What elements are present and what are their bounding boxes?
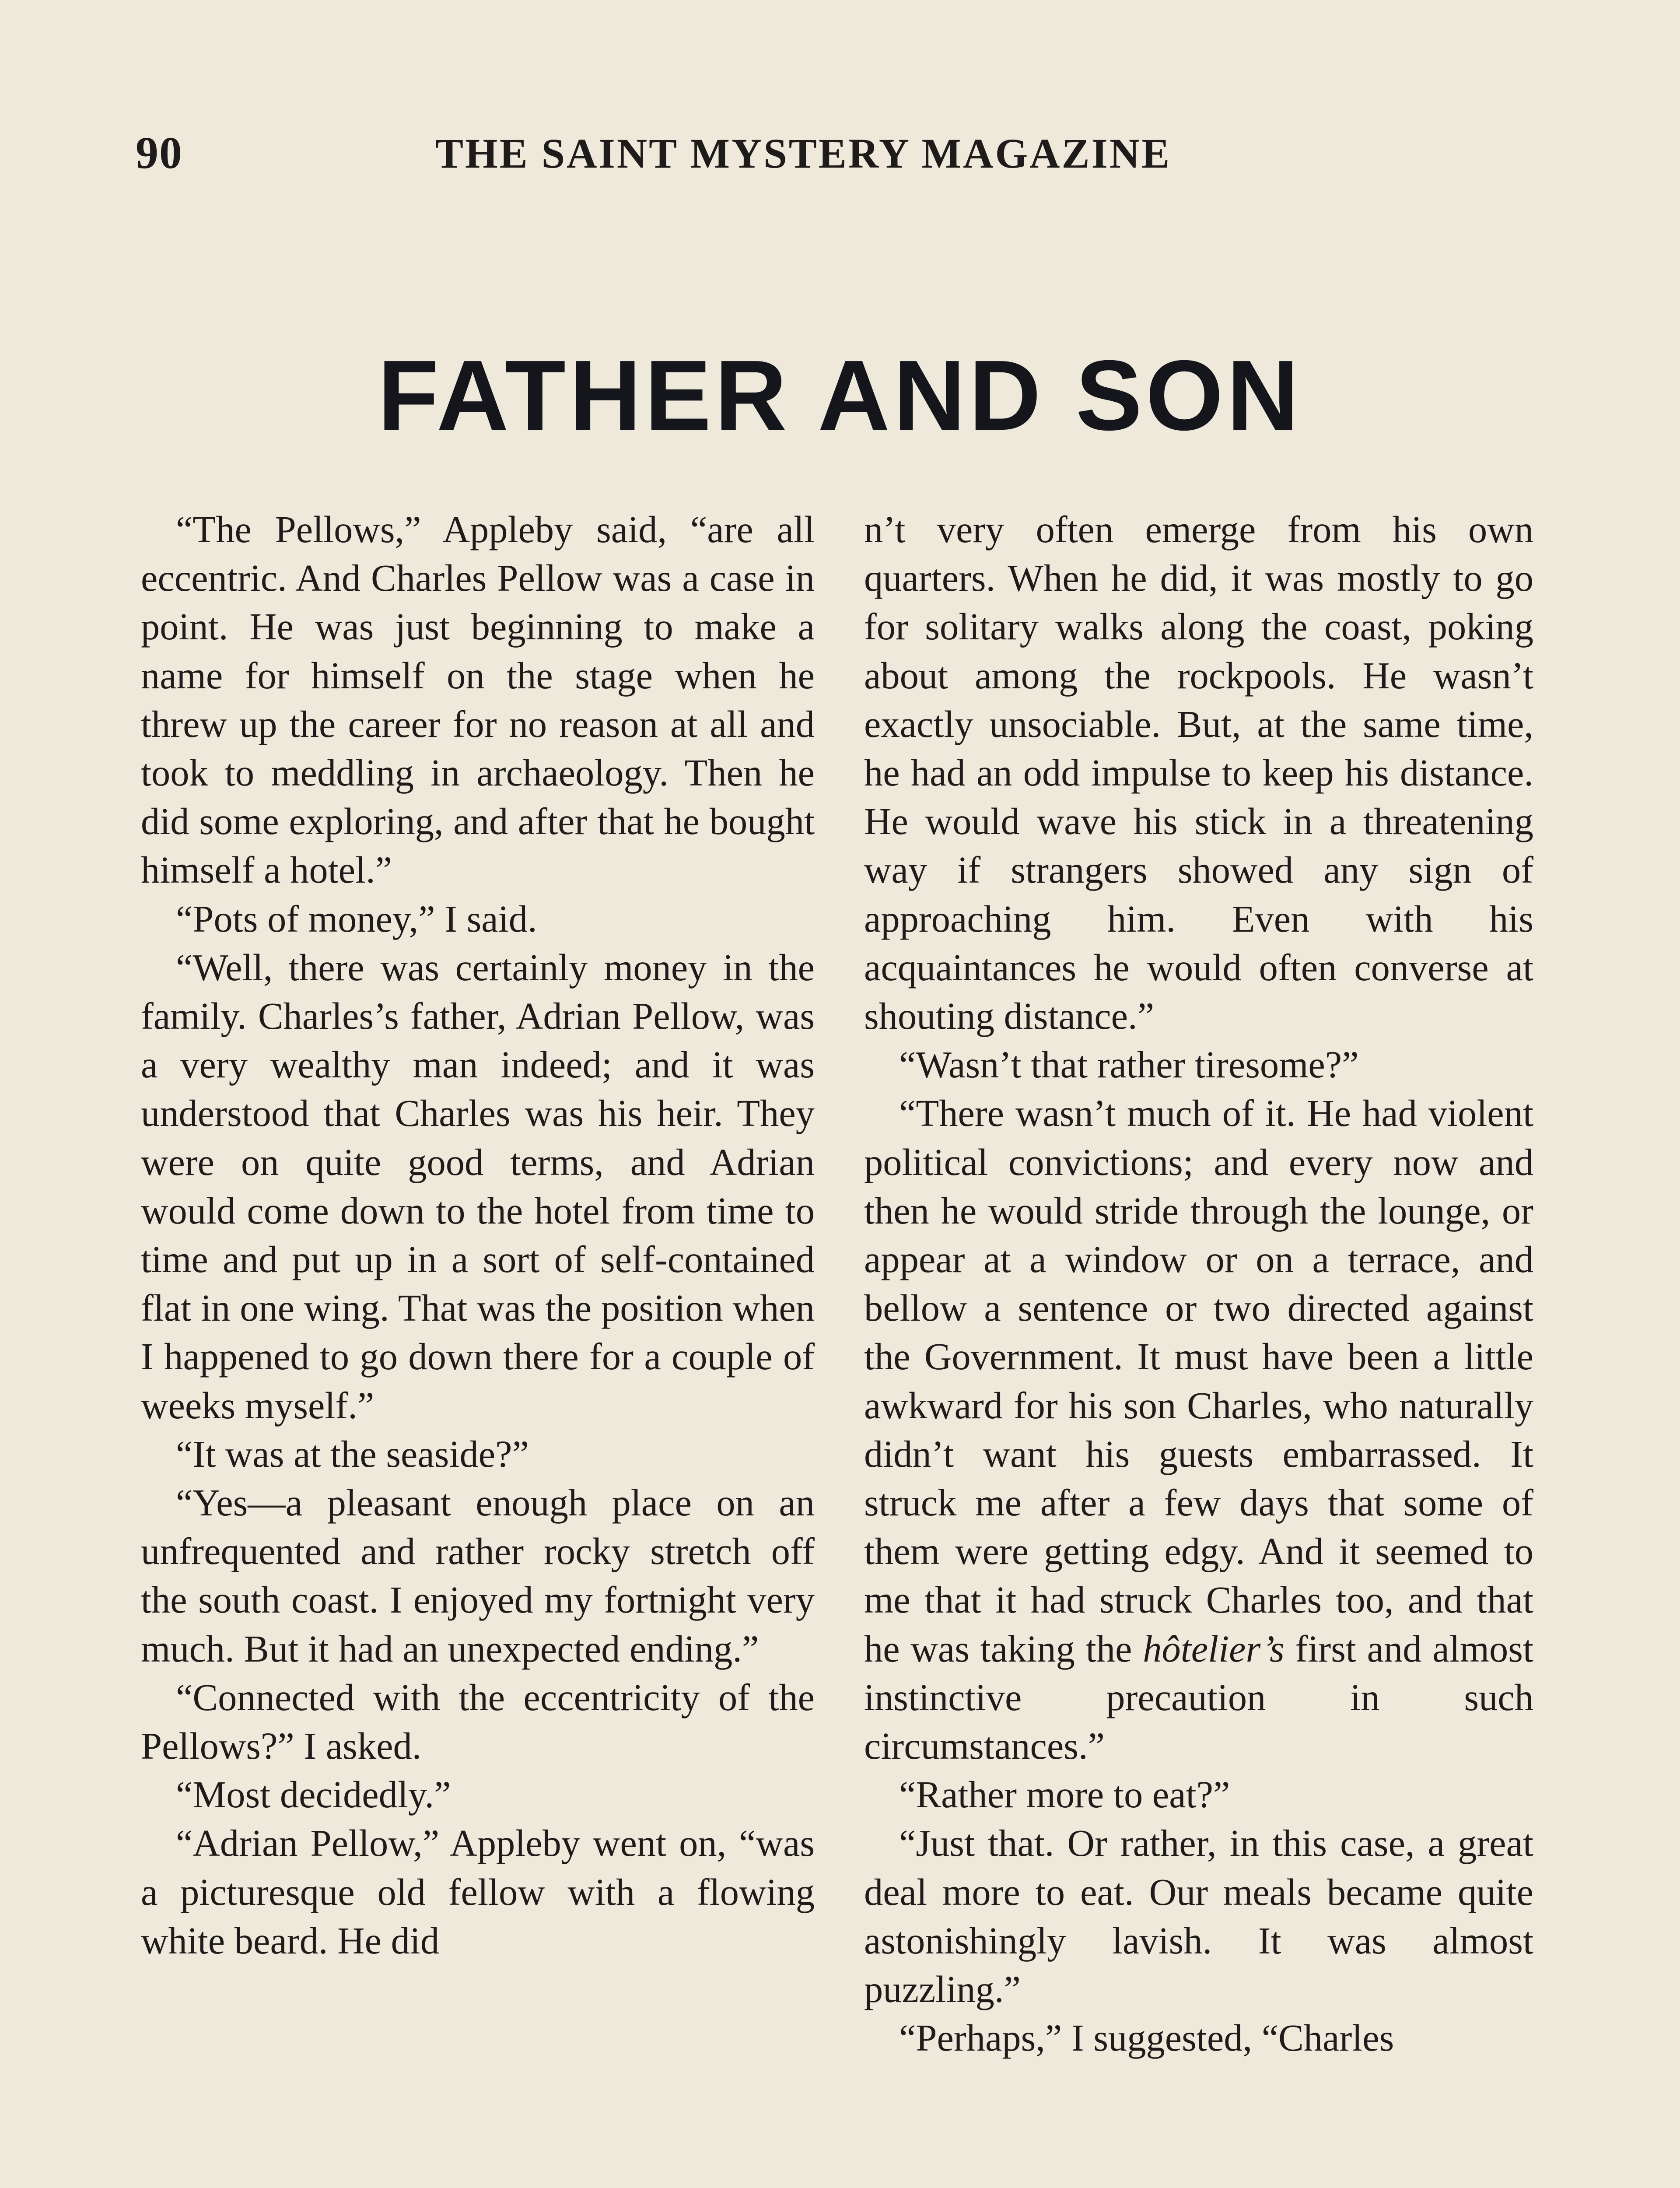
paragraph: “Most decidedly.” bbox=[176, 1774, 451, 1816]
paragraph: “Connected with the eccentricity of the Pellows?” I asked. bbox=[141, 1676, 815, 1767]
left-column bbox=[141, 505, 815, 1965]
paragraph: n’t very often emerge from his own quarters. When he did, it was mostly to go for solitary walks along the coast, poking about among the rockpools. He wasn’t exactly unsociable. But, at the same time, he had an odd impulse to keep his distance. He would wave his stick in a threatening way if strangers showed any sign of approaching him. Even with his acquaintances he would often converse at shouting distance.” bbox=[864, 508, 1533, 1038]
paragraph: “Adrian Pellow,” Appleby went on, “was a picturesque old fellow with a flowing white beard. He did bbox=[141, 1822, 815, 1962]
story-title: FATHER AND SON bbox=[378, 340, 1302, 451]
paragraph: “The Pellows,” Appleby said, “are all eccentric. And Charles Pellow was a case in point. He was just beginning to make a name for himself on the stage when he threw up the career for no reason at all and took to meddling in archaeology. Then he did some exploring, and after that he bought himself a hotel.” bbox=[141, 508, 815, 891]
paragraph bbox=[864, 1089, 1533, 1771]
running-head: THE SAINT MYSTERY MAGAZINE bbox=[435, 130, 1172, 177]
page-number: 90 bbox=[136, 128, 183, 178]
paragraph: “Yes—a pleasant enough place on an unfrequented and rather rocky stretch off the south coast. I enjoyed my fortnight very much. But it had an unexpected ending.” bbox=[141, 1482, 815, 1670]
italic-word: hôtelier’s bbox=[1143, 1627, 1284, 1670]
paragraph: “Just that. Or rather, in this case, a great deal more to eat. Our meals became quite astonishingly lavish. It was almost puzzling.” bbox=[864, 1822, 1533, 2011]
paragraph: “Wasn’t that rather tiresome?” bbox=[899, 1044, 1359, 1086]
paragraph: “Well, there was certainly money in the family. Charles’s father, Adrian Pellow, was a very wealthy man indeed; and it was understood that Charles was his heir. They were on quite good terms, and Adrian would come down to the hotel from time to time and put up in a sort of self-contained flat in one wing. That was the position when I happened to go down there for a couple of weeks myself.” bbox=[141, 946, 815, 1427]
paragraph-text: first and almost instinctive precaution in such circumstances.” bbox=[864, 1627, 1533, 1767]
paragraph: “It was at the seaside?” bbox=[176, 1433, 529, 1475]
paragraph-text: “There wasn’t much of it. He had violent political convictions; and every now and then he would stride through the lounge, or appear at a window or on a terrace, and bellow a sentence or two directed against the Government. It must have been a little awkward for his son Charles, who naturally didn’t want his guests embarrassed. It struck me after a few days that some of them were getting edgy. And it seemed to me that it had struck Charles too, and that he was taking the bbox=[864, 1092, 1533, 1670]
paragraph: “Pots of money,” I said. bbox=[176, 898, 537, 940]
paragraph: “Rather more to eat?” bbox=[899, 1774, 1230, 1816]
right-column bbox=[864, 505, 1533, 2063]
paragraph: “Perhaps,” I suggested, “Charles bbox=[899, 2017, 1394, 2059]
